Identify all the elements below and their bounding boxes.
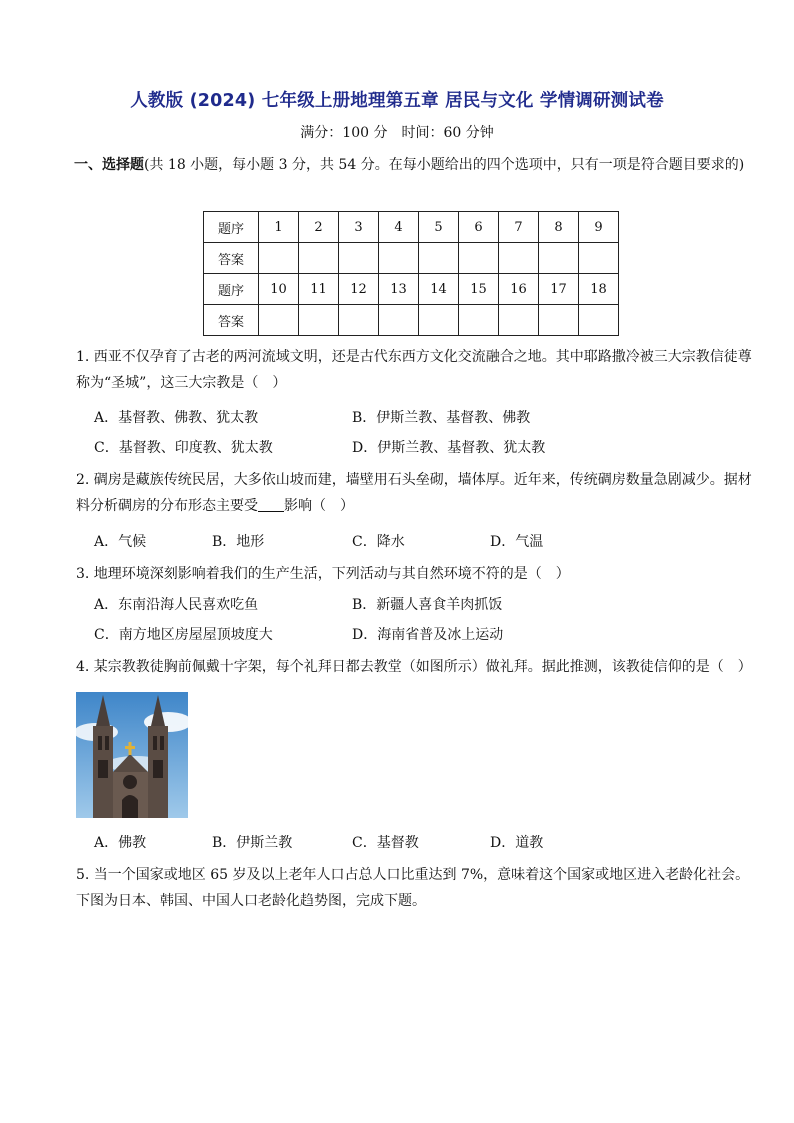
question-3-stem: 3. 地理环境深刻影响着我们的生产生活，下列活动与其自然环境不符的是（ ） [76, 566, 570, 582]
question-number-cell: 8 [539, 212, 579, 243]
question-number-cell: 14 [419, 274, 459, 305]
question-2-option-c[interactable]: C．降水 [352, 534, 405, 550]
answer-table [203, 211, 619, 336]
question-1-option-c[interactable]: C．基督教、印度教、犹太教 [94, 440, 273, 456]
question-number-cell: 16 [499, 274, 539, 305]
table-row [204, 243, 619, 274]
question-number-cell: 3 [339, 212, 379, 243]
church-image [76, 692, 188, 818]
question-4-option-c[interactable]: C．基督教 [352, 835, 419, 851]
answer-cell[interactable] [579, 243, 619, 274]
fill-in-blank[interactable] [258, 497, 284, 512]
church-illustration [76, 692, 188, 818]
answer-cell[interactable] [419, 243, 459, 274]
question-number-cell: 5 [419, 212, 459, 243]
question-3-option-a[interactable]: A．东南沿海人民喜欢吃鱼 [94, 597, 259, 613]
section-instructions [74, 152, 754, 178]
table-row [204, 305, 619, 336]
answer-cell[interactable] [579, 305, 619, 336]
question-number-cell: 10 [259, 274, 299, 305]
question-number-cell: 2 [299, 212, 339, 243]
question-4-stem: 4. 某宗教教徒胸前佩戴十字架，每个礼拜日都去教堂（如图所示）做礼拜。据此推测，该教徒信仰的是（ ） [76, 659, 752, 675]
question-number-cell: 7 [499, 212, 539, 243]
question-3-option-c[interactable]: C．南方地区房屋屋顶坡度大 [94, 627, 273, 643]
question-1-option-a[interactable]: A．基督教、佛教、犹太教 [94, 410, 259, 426]
question-number-cell: 4 [379, 212, 419, 243]
answer-cell[interactable] [259, 305, 299, 336]
question-4-option-a[interactable]: A．佛教 [94, 835, 147, 851]
row-label: 答案 [204, 243, 259, 274]
row-label: 题序 [204, 212, 259, 243]
question-2-option-b[interactable]: B．地形 [212, 534, 265, 550]
question-number-cell: 15 [459, 274, 499, 305]
answer-cell[interactable] [539, 243, 579, 274]
row-label: 题序 [204, 274, 259, 305]
question-2-stem [76, 467, 756, 519]
section-heading: 一、选择题 [74, 157, 144, 173]
question-3-option-b[interactable]: B．新疆人喜食羊肉抓饭 [352, 597, 503, 613]
question-2-stem-end: 影响（ ） [284, 498, 354, 514]
question-number-cell: 11 [299, 274, 339, 305]
question-4-option-b[interactable]: B．伊斯兰教 [212, 835, 293, 851]
table-row [204, 274, 619, 305]
answer-cell[interactable] [299, 305, 339, 336]
question-number-cell: 18 [579, 274, 619, 305]
question-number-cell: 17 [539, 274, 579, 305]
answer-cell[interactable] [539, 305, 579, 336]
table-row [204, 212, 619, 243]
answer-cell[interactable] [379, 243, 419, 274]
question-4-option-d[interactable]: D．道教 [490, 835, 544, 851]
row-label: 答案 [204, 305, 259, 336]
question-1-option-b[interactable]: B．伊斯兰教、基督教、佛教 [352, 410, 531, 426]
answer-cell[interactable] [419, 305, 459, 336]
question-1-option-d[interactable]: D．伊斯兰教、基督教、犹太教 [352, 440, 546, 456]
answer-cell[interactable] [459, 243, 499, 274]
question-2-option-a[interactable]: A．气候 [94, 534, 147, 550]
question-number-cell: 12 [339, 274, 379, 305]
answer-cell[interactable] [339, 243, 379, 274]
question-number-cell: 9 [579, 212, 619, 243]
question-number-cell: 6 [459, 212, 499, 243]
answer-cell[interactable] [459, 305, 499, 336]
question-number-cell: 13 [379, 274, 419, 305]
question-2-option-d[interactable]: D．气温 [490, 534, 544, 550]
answer-cell[interactable] [499, 243, 539, 274]
question-5-stem: 5. 当一个国家或地区 65 岁及以上老年人口占总人口比重达到 7%，意味着这个国家或地区进入老龄化社会。下图为日本、韩国、中国人口老龄化趋势图，完成下题。 [76, 867, 750, 909]
answer-cell[interactable] [259, 243, 299, 274]
question-3-option-d[interactable]: D．海南省普及冰上运动 [352, 627, 504, 643]
question-number-cell: 1 [259, 212, 299, 243]
answer-cell[interactable] [299, 243, 339, 274]
section-description: (共 18 小题，每小题 3 分，共 54 分。在每小题给出的四个选项中，只有一项是符合题目要求的) [144, 157, 745, 173]
question-1-stem: 1. 西亚不仅孕育了古老的两河流域文明，还是古代东西方文化交流融合之地。其中耶路撒冷被三大宗教信徒尊称为“圣城”，这三大宗教是（ ） [76, 349, 752, 391]
answer-cell[interactable] [499, 305, 539, 336]
answer-cell[interactable] [379, 305, 419, 336]
exam-title: 人教版 (2024) 七年级上册地理第五章 居民与文化 学情调研测试卷 [130, 91, 664, 111]
exam-subtitle: 满分：100 分 时间：60 分钟 [300, 125, 494, 141]
question-2-stem-text: 2. 碉房是藏族传统民居，大多依山坡而建，墙壁用石头垒砌，墙体厚。近年来，传统碉房数量急剧减少。据材料分析碉房的分布形态主要受 [76, 472, 752, 514]
answer-cell[interactable] [339, 305, 379, 336]
